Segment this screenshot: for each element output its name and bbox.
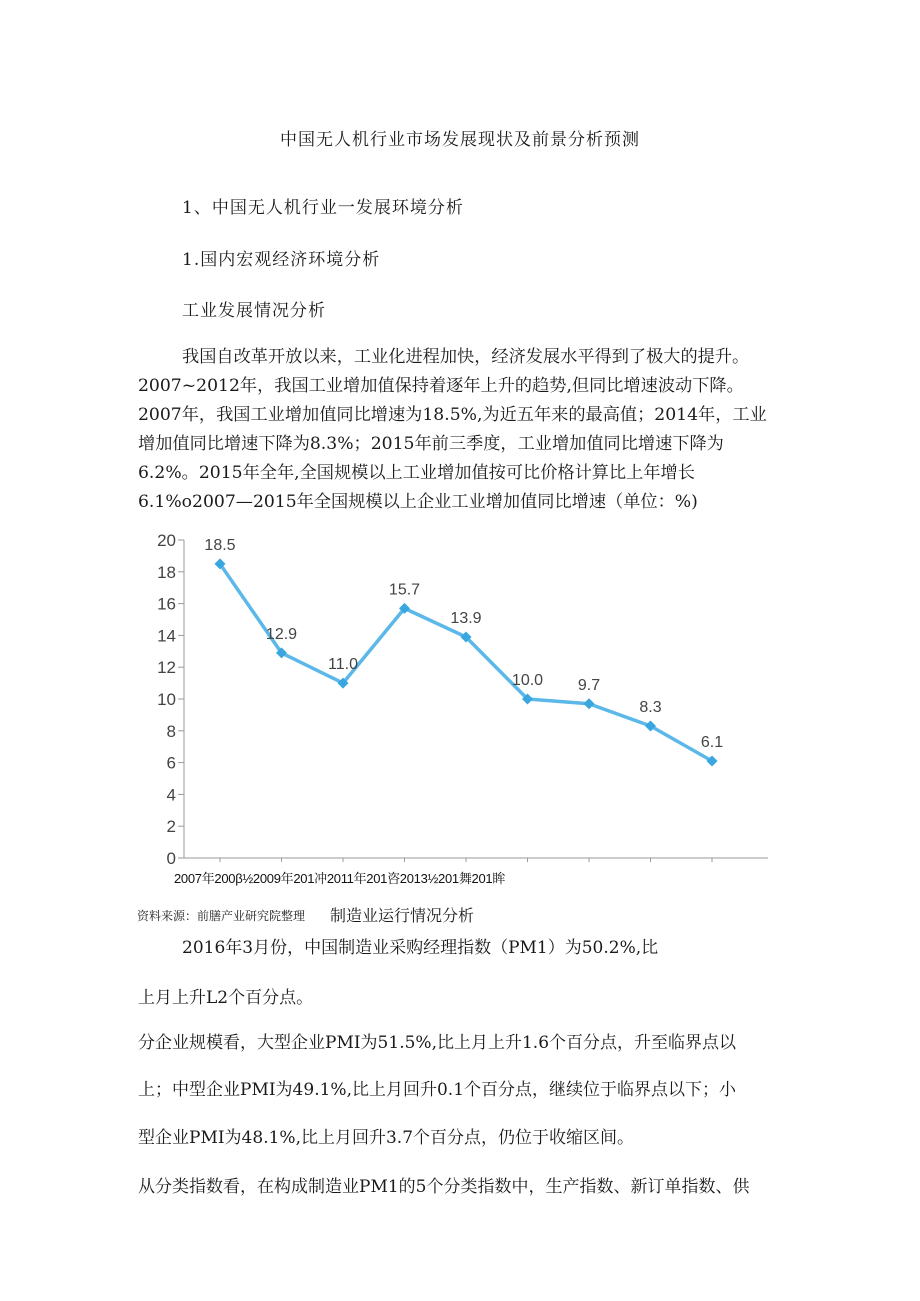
y-tick-label: 4: [166, 785, 176, 805]
y-tick-label: 10: [157, 690, 176, 709]
paragraph-size-line-1: 分企业规模看，大型企业PMI为51.5%,比上月上升1.6个百分点，升至临界点以: [138, 1033, 737, 1053]
data-label: 18.5: [204, 536, 236, 554]
y-tick-label: 8: [166, 721, 176, 741]
data-point: [584, 698, 595, 709]
data-label: 12.9: [265, 625, 298, 643]
line-chart: [140, 525, 780, 865]
paragraph-industry: [138, 343, 778, 517]
data-label: 8.3: [639, 699, 662, 717]
data-label: 10.0: [511, 672, 544, 689]
section-heading-1: 1、中国无人机行业一发展环境分析: [182, 198, 464, 218]
section-heading-manufacturing: 制造业运行情况分析: [330, 906, 475, 925]
source-label: 资料来源：前膳产业研究院整理: [137, 909, 306, 923]
section-heading-industry: 工业发展情况分析: [182, 301, 326, 321]
y-tick-label: 6: [166, 753, 176, 773]
y-tick-label: 16: [157, 594, 176, 614]
paragraph-industry-text: 我国自改革开放以来，工业化进程加快，经济发展水平得到了极大的提升。2007~2012年，我国工业增加值保持着逐年上升的趋势,但同比增速波动下降。2007年，我国工业增加值同比增速为18.5%,为近五年来的最高值；2014年，工业增加值同比增速下降为8.3%；2015年前三季度，工业增加值同比增速下降为6.2%。2015年全年,全国规模以上工业增加值按可比价格计算比上年增长6.1%o2007—2015年全国规模以上企业工业增加值同比增速（单位：%): [138, 347, 767, 512]
paragraph-size-line-2: 上；中型企业PMI为49.1%,比上月回升0.1个百分点，继续位于临界点以下；小: [138, 1080, 737, 1100]
data-label: 6.1: [700, 734, 724, 752]
paragraph-pmi-line-1: 2016年3月份，中国制造业采购经理指数（PM1）为50.2%,比: [182, 938, 659, 958]
y-tick-label: 12: [157, 658, 176, 678]
data-label: 13.9: [450, 609, 482, 627]
section-heading-1-1: 1.国内宏观经济环境分析: [182, 250, 381, 270]
y-tick-label: 18: [157, 562, 176, 582]
data-label: 11.0: [328, 656, 358, 674]
x-axis-labels: 2007年200β½2009年201冲2011年201咨2013½201舞201眸: [174, 871, 506, 886]
paragraph-pmi-line-2: 上月上升L2个百分点。: [138, 988, 314, 1008]
y-tick-label: 2: [166, 817, 176, 837]
y-tick-label: 14: [157, 626, 176, 646]
paragraph-size-line-3: 型企业PMI为48.1%,比上月回升3.7个百分点，仍位于收缩区间。: [138, 1128, 635, 1148]
y-tick-label: 0: [166, 849, 176, 865]
data-label: 9.7: [577, 676, 601, 694]
series-line: [220, 564, 712, 761]
document-title: 中国无人机行业市场发展现状及前景分析预测: [280, 130, 640, 150]
y-tick-label: 20: [157, 531, 176, 550]
paragraph-index-line-1: 从分类指数看，在构成制造业PM1的5个分类指数中，生产指数、新订单指数、供: [138, 1177, 750, 1197]
data-label: 15.7: [388, 581, 421, 599]
